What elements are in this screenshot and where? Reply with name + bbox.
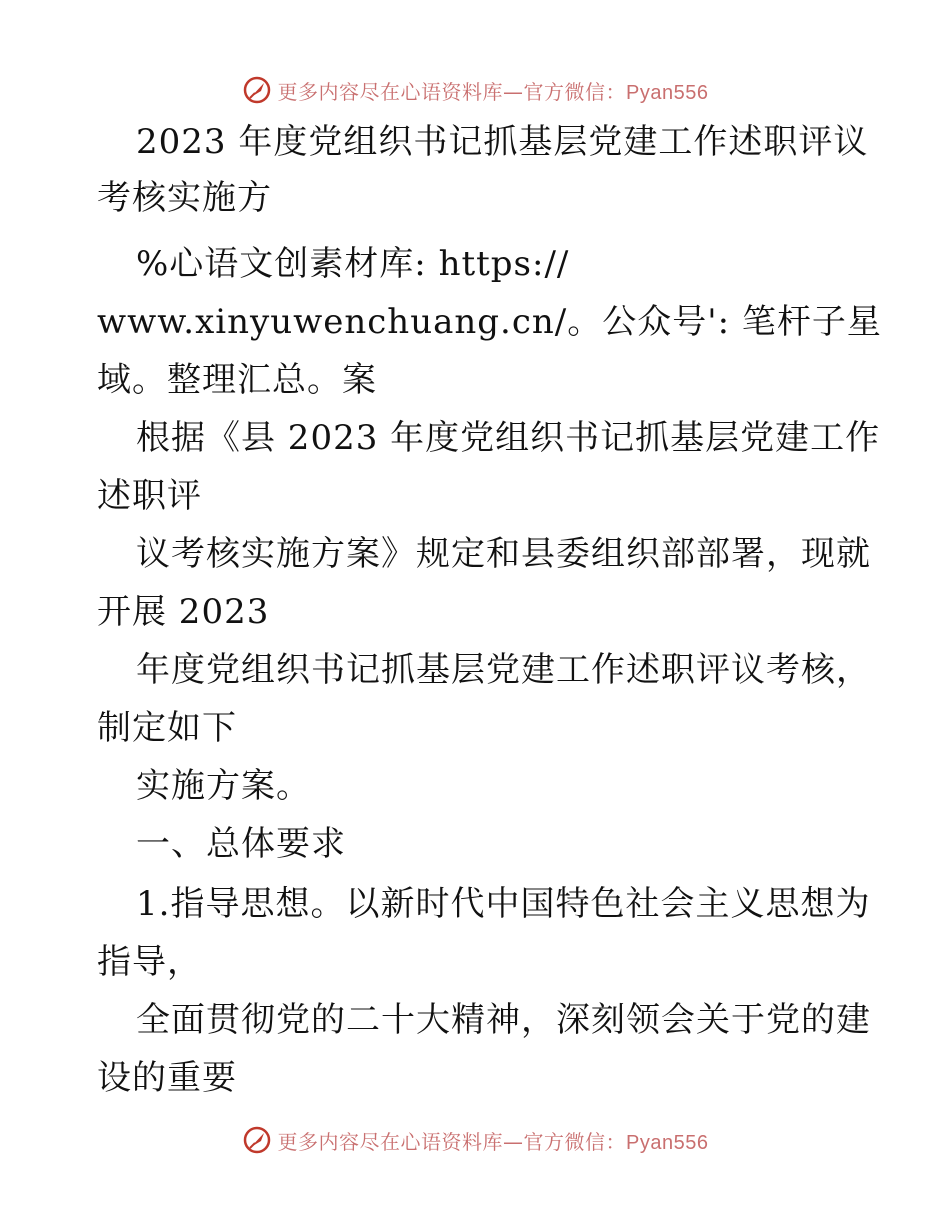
footer-watermark-banner xyxy=(0,1120,950,1160)
text-line: www.xinyuwenchuang.cn/。公众号': 笔杆子星 xyxy=(97,302,882,342)
text-line: 设的重要 xyxy=(97,1058,237,1098)
text-line: 1.指导思想。以新时代中国特色社会主义思想为 xyxy=(136,884,871,924)
text-line: 述职评 xyxy=(97,476,202,516)
header-watermark-banner xyxy=(0,70,950,110)
text-line: 2023 年度党组织书记抓基层党建工作述职评议 xyxy=(136,122,869,162)
text-line: 年度党组织书记抓基层党建工作述职评议考核， xyxy=(136,650,871,690)
text-line: 指导， xyxy=(97,942,202,982)
text-line: 议考核实施方案》规定和县委组织部部署，现就 xyxy=(136,534,871,574)
quill-pen-emblem-icon xyxy=(242,1125,272,1155)
text-line: 考核实施方 xyxy=(97,178,272,218)
footer-banner-text: 更多内容尽在心语资料库—官方微信：Pyan556 xyxy=(277,1129,709,1154)
text-line: 开展 2023 xyxy=(97,592,270,632)
text-line: 域。整理汇总。案 xyxy=(97,360,377,400)
quill-pen-emblem-icon xyxy=(242,75,272,105)
text-line: 全面贯彻党的二十大精神，深刻领会关于党的建 xyxy=(136,1000,871,1040)
text-line: 实施方案。 xyxy=(136,766,311,806)
text-line: 根据《县 2023 年度党组织书记抓基层党建工作 xyxy=(136,418,881,458)
header-banner-text: 更多内容尽在心语资料库—官方微信：Pyan556 xyxy=(277,79,709,104)
text-line: 制定如下 xyxy=(97,708,237,748)
section-heading: 一、总体要求 xyxy=(136,824,346,864)
text-line: %心语文创素材库: https:// xyxy=(136,244,570,284)
